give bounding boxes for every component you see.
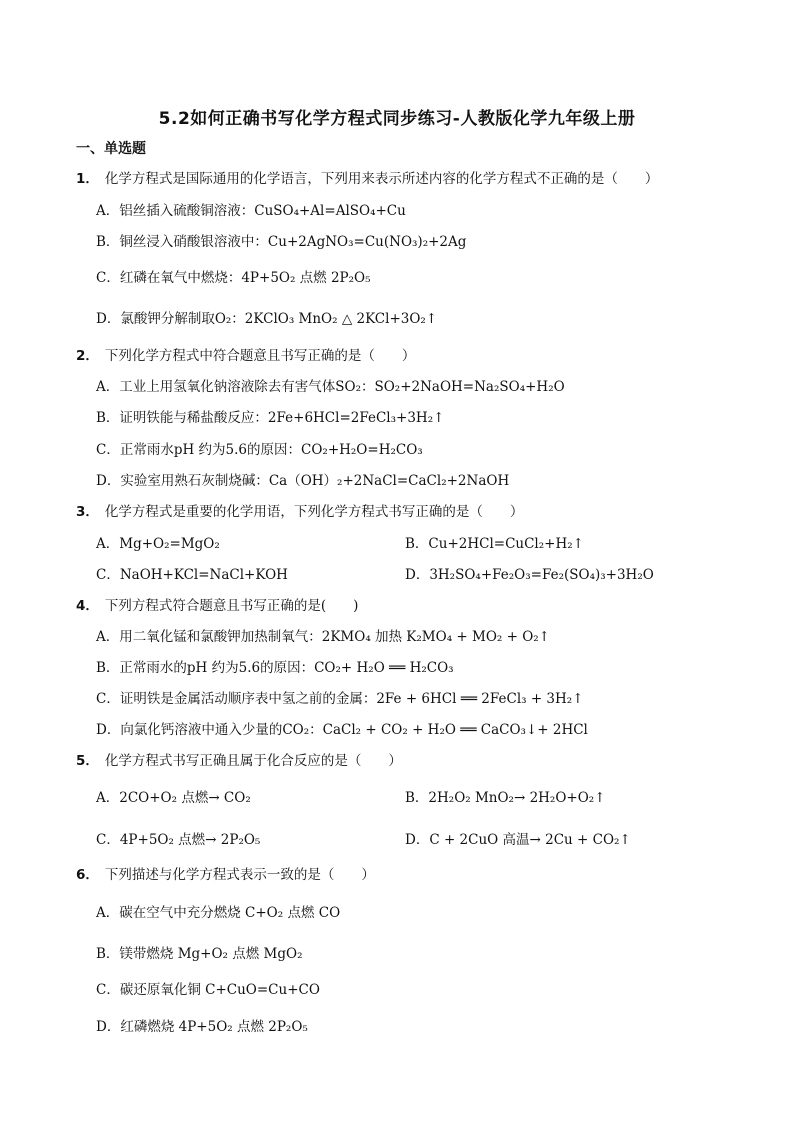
q3-option-d: D．3H₂SO₄+Fe₂O₃=Fe₂(SO₄)₃+3H₂O: [405, 567, 654, 583]
question-stem: 下列方程式符合题意且书写正确的是( ): [104, 598, 359, 614]
question-3: [76, 500, 523, 520]
document-title: 5.2如何正确书写化学方程式同步练习-人教版化学九年级上册: [158, 109, 636, 129]
q4-option-d: D．向氯化钙溶液中通入少量的CO₂：CaCl₂ + CO₂ + H₂O ══ CaCO₃↓+ 2HCl: [96, 722, 588, 738]
question-number: 6．: [76, 867, 99, 883]
question-2: [76, 344, 415, 364]
q1-option-b: B．铜丝浸入硝酸银溶液中：Cu+2AgNO₃=Cu(NO₃)₂+2Ag: [96, 234, 467, 250]
question-4: [76, 594, 358, 614]
q6-option-a: A．碳在空气中充分燃烧 C+O₂ 点燃 CO: [96, 905, 341, 921]
q1-option-d: D．氯酸钾分解制取O₂：2KClO₃ MnO₂ △ 2KCl+3O₂↑: [96, 311, 438, 327]
question-number: 1．: [76, 171, 99, 187]
q1-option-c: C．红磷在氧气中燃烧：4P+5O₂ 点燃 2P₂O₅: [96, 270, 371, 286]
q5-option-a: A．2CO+O₂ 点燃→ CO₂: [96, 790, 251, 806]
q3-option-b: B．Cu+2HCl=CuCl₂+H₂↑: [405, 536, 584, 552]
question-stem: 下列描述与化学方程式表示一致的是（ ）: [104, 867, 375, 883]
q4-option-c: C．证明铁是金属活动顺序表中氢之前的金属：2Fe + 6HCl ══ 2FeCl₃ + 3H₂↑: [96, 691, 584, 707]
q5-option-c: C．4P+5O₂ 点燃→ 2P₂O₅: [96, 832, 261, 848]
section-heading: 一、单选题: [76, 141, 146, 157]
question-number: 2．: [76, 348, 99, 364]
question-5: [76, 749, 402, 769]
question-stem: 化学方程式是重要的化学用语，下列化学方程式书写正确的是（ ）: [104, 504, 524, 520]
question-stem: 化学方程式书写正确且属于化合反应的是（ ）: [104, 753, 402, 769]
question-number: 5．: [76, 753, 99, 769]
q6-option-b: B．镁带燃烧 Mg+O₂ 点燃 MgO₂: [96, 946, 303, 962]
question-1: [76, 167, 658, 187]
q3-option-c: C．NaOH+KCl=NaCl+KOH: [96, 567, 288, 583]
q5-option-b: B．2H₂O₂ MnO₂→ 2H₂O+O₂↑: [405, 790, 606, 806]
q2-option-c: C．正常雨水pH 约为5.6的原因：CO₂+H₂O=H₂CO₃: [96, 442, 423, 458]
question-number: 3．: [76, 504, 99, 520]
question-stem: 下列化学方程式中符合题意且书写正确的是（ ）: [104, 348, 416, 364]
q4-option-b: B．正常雨水的pH 约为5.6的原因：CO₂+ H₂O ══ H₂CO₃: [96, 660, 454, 676]
question-stem: 化学方程式是国际通用的化学语言，下列用来表示所述内容的化学方程式不正确的是（ ）: [104, 171, 659, 187]
q1-option-a: A．铝丝插入硫酸铜溶液：CuSO₄+Al=AlSO₄+Cu: [96, 203, 406, 219]
q3-option-a: A．Mg+O₂=MgO₂: [96, 536, 220, 552]
q6-option-d: D．红磷燃烧 4P+5O₂ 点燃 2P₂O₅: [96, 1019, 308, 1035]
q2-option-a: A．工业上用氢氧化钠溶液除去有害气体SO₂：SO₂+2NaOH=Na₂SO₄+H₂O: [96, 379, 565, 395]
question-6: [76, 863, 375, 883]
question-number: 4．: [76, 598, 99, 614]
q5-option-d: D．C + 2CuO 高温→ 2Cu + CO₂↑: [405, 832, 631, 848]
q6-option-c: C．碳还原氧化铜 C+CuO=Cu+CO: [96, 982, 320, 998]
q2-option-d: D．实验室用熟石灰制烧碱：Ca（OH）₂+2NaCl=CaCl₂+2NaOH: [96, 473, 510, 489]
q4-option-a: A．用二氧化锰和氯酸钾加热制氧气：2KMO₄ 加热 K₂MO₄ + MO₂ + O₂↑: [96, 629, 550, 645]
q2-option-b: B．证明铁能与稀盐酸反应：2Fe+6HCl=2FeCl₃+3H₂↑: [96, 410, 445, 426]
